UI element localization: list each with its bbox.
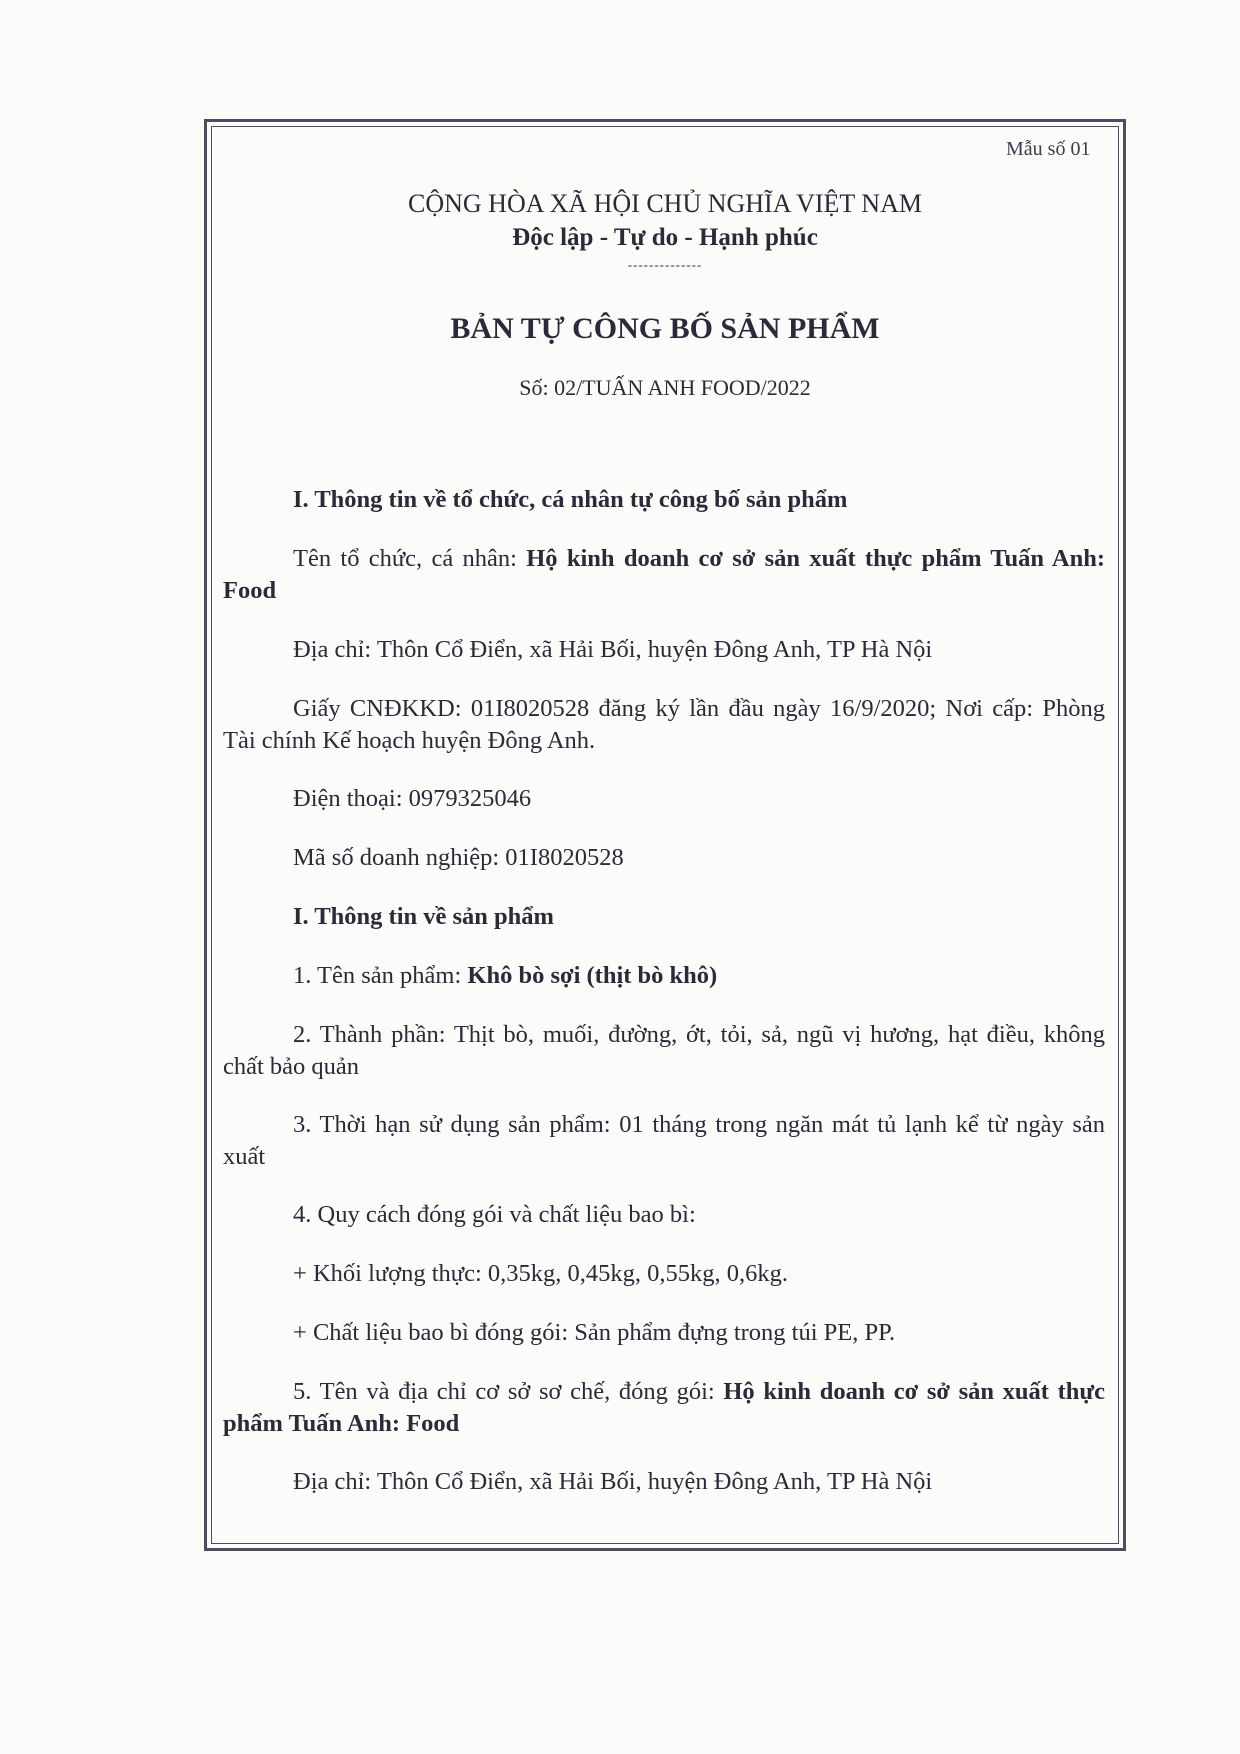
nation-header: CỘNG HÒA XÃ HỘI CHỦ NGHĨA VIỆT NAM [408, 189, 922, 218]
header-separator: -------------- [627, 257, 703, 272]
org-name-label: Tên tổ chức, cá nhân: [293, 545, 527, 572]
tax-code: Mã số doanh nghiệp: 01I8020528 [293, 844, 624, 871]
motto: Độc lập - Tự do - Hạnh phúc [512, 224, 818, 251]
product-name-label: 1. Tên sản phẩm: [293, 962, 468, 989]
product-name [293, 960, 717, 992]
document-title: BẢN TỰ CÔNG BỐ SẢN PHẨM [450, 312, 880, 345]
processing-facility-label: 5. Tên và địa chỉ cơ sở sơ chế, đóng gói: [293, 1378, 724, 1405]
phone: Điện thoại: 0979325046 [293, 785, 532, 812]
document-number: Số: 02/TUẤN ANH FOOD/2022 [519, 375, 811, 400]
processing-facility-value: Hộ kinh doanh cơ sở sản xuất thực phẩm Tuấn Anh: Food [223, 1378, 1105, 1437]
net-weight: + Khối lượng thực: 0,35kg, 0,45kg, 0,55kg, 0,6kg. [293, 1260, 789, 1287]
section2-heading: I. Thông tin về sản phẩm [293, 903, 554, 930]
section1-heading: I. Thông tin về tổ chức, cá nhân tự công bố sản phẩm [293, 486, 848, 513]
business-license: Giấy CNĐKKD: 01I8020528 đăng ký lần đầu ngày 16/9/2020; Nơi cấp: Phòng Tài chính Kế hoạch huyện Đông Anh. [223, 695, 1105, 754]
packaging-material: + Chất liệu bao bì đóng gói: Sản phẩm đựng trong túi PE, PP. [293, 1319, 896, 1346]
org-name-value: Hộ kinh doanh cơ sở sản xuất thực phẩm Tuấn Anh: Food [223, 545, 1106, 604]
facility-address: Địa chỉ: Thôn Cổ Điển, xã Hải Bối, huyện Đông Anh, TP Hà Nội [293, 1468, 933, 1495]
org-address: Địa chỉ: Thôn Cổ Điển, xã Hải Bối, huyện Đông Anh, TP Hà Nội [293, 636, 933, 663]
form-number: Mẫu số 01 [1006, 138, 1091, 160]
ingredients: 2. Thành phần: Thịt bò, muối, đường, ớt, tỏi, sả, ngũ vị hương, hạt điều, không chất bảo quản [223, 1021, 1105, 1080]
packaging-heading: 4. Quy cách đóng gói và chất liệu bao bì: [293, 1201, 696, 1228]
org-name [223, 543, 1105, 607]
product-name-value: Khô bò sợi (thịt bò khô) [467, 962, 718, 989]
processing-facility [223, 1376, 1105, 1440]
shelf-life: 3. Thời hạn sử dụng sản phẩm: 01 tháng trong ngăn mát tủ lạnh kể từ ngày sản xuất [223, 1111, 1105, 1170]
